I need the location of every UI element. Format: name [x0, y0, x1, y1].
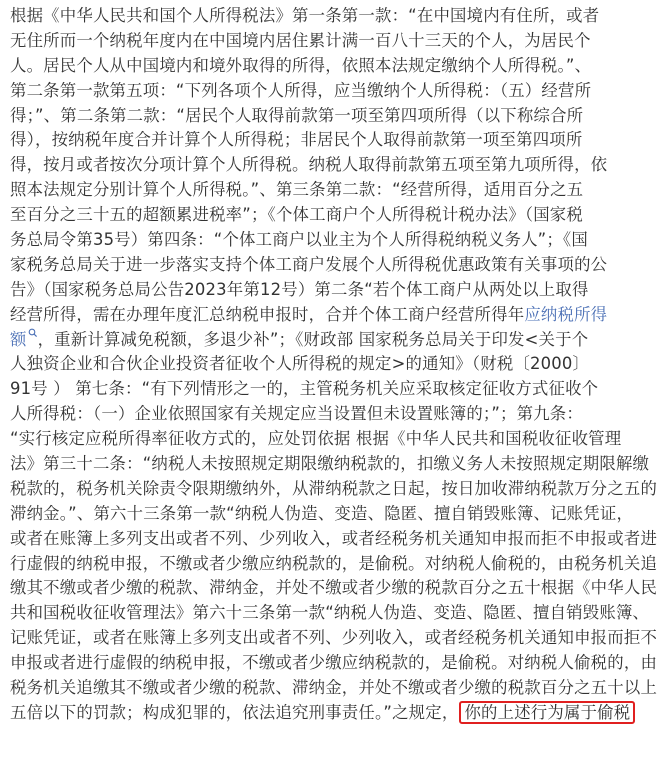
text-line: 或者在账簿上多列支出或者不列、少列收入，或者经税务机关通知申报而拒不申报或者进: [10, 528, 658, 548]
text-line: [10, 328, 650, 353]
text-line: 第二条第一款第五项：“下列各项个人所得，应当缴纳个人所得税：（五）经营所: [10, 80, 592, 100]
highlighted-conclusion: 你的上述行为属于偷税: [459, 701, 635, 724]
text-line: 照本法规定分别计算个人所得税。”、第三条第二款：“经营所得，适用百分之五: [10, 180, 584, 200]
text-line: 税务机关追缴其不缴或者少缴的税款、滞纳金，并处不缴或者少缴的税款百分之五十以上: [10, 678, 658, 698]
text-line: 家税务总局关于进一步落实支持个体工商户发展个人所得税优惠政策有关事项的公: [10, 254, 608, 274]
text-line: 得，按月或者按次分项计算个人所得税。纳税人取得前款第五项至第九项所得，依: [10, 155, 608, 175]
text-line: 缴其不缴或者少缴的税款、滞纳金，并处不缴或者少缴的税款百分之五十根据《中华人民: [10, 578, 658, 598]
taxable-income-link-continued[interactable]: 额: [10, 329, 27, 349]
text-line: 得），按纳税年度合并计算个人所得税；非居民个人取得前款第一项至第四项所: [10, 130, 583, 150]
text-line: 根据《中华人民共和国个人所得税法》第一条第一款：“在中国境内有住所，或者: [10, 6, 600, 25]
text-line: 行虚假的纳税申报，不缴或者少缴应纳税款的，是偷税。对纳税人偷税的，由税务机关追: [10, 553, 658, 573]
text-line: 告》（国家税务总局公告2023年第12号）第二条“若个体工商户从两处以上取得: [10, 279, 589, 299]
text-line: 至百分之三十五的超额累进税率”；《个体工商户个人所得税计税办法》（国家税: [10, 205, 583, 225]
text-line: 无住所而一个纳税年度内在中国境内居住累计满一百八十三天的个人，为居民个: [10, 30, 591, 50]
text-segment: ，重新计算减免税额，多退少补”；《财政部 国家税务总局关于印发<关于个: [37, 329, 589, 349]
search-icon[interactable]: [28, 328, 38, 338]
text-line: 共和国税收征收管理法》第六十三条第一款“纳税人伪造、变造、隐匿、擅自销毁账簿、: [10, 603, 650, 623]
text-line: 91号 ） 第七条：“有下列情形之一的，主管税务机关应采取核定征收方式征收个: [10, 379, 599, 399]
text-line: 法》第三十二条：“纳税人未按照规定期限缴纳税款的，扣缴义务人未按照规定期限解缴: [10, 454, 650, 474]
text-segment: 五倍以下的罚款；构成犯罪的，依法追究刑事责任。”之规定，: [10, 702, 459, 722]
text-line: [10, 303, 650, 328]
text-line: 务总局令第35号）第四条：“个体工商户以业主为个人所得税纳税义务人”；《国: [10, 230, 588, 250]
legal-notice-text: [10, 4, 658, 726]
text-line: [10, 701, 650, 726]
text-line: “实行核定应税所得率征收方式的，应处罚依据 根据《中华人民共和国税收征收管理: [10, 429, 622, 449]
text-line: 人所得税：（一）企业依照国家有关规定应当设置但未设置账簿的；”；第九条：: [10, 404, 583, 424]
taxable-income-link[interactable]: 应纳税所得: [524, 304, 608, 324]
text-line: 税款的，税务机关除责令限期缴纳外，从滞纳税款之日起，按日加收滞纳税款万分之五的: [10, 478, 658, 498]
text-line: 人独资企业和合伙企业投资者征收个人所得税的规定>的通知》（财税〔2000〕: [10, 354, 590, 374]
text-line: 人。居民个人从中国境内和境外取得的所得，依照本法规定缴纳个人所得税。”、: [10, 55, 592, 75]
text-line: 记账凭证，或者在账簿上多列支出或者不列、少列收入，或者经税务机关通知申报而拒不: [10, 628, 658, 648]
text-line: 得；”、第二条第二款：“居民个人取得前款第一项至第四项所得（以下称综合所: [10, 105, 584, 125]
text-segment: 经营所得，需在办理年度汇总纳税申报时，合并个体工商户经营所得年: [10, 304, 525, 324]
text-line: 申报或者进行虚假的纳税申报，不缴或者少缴应纳税款的，是偷税。对纳税人偷税的，由: [10, 653, 658, 673]
text-line: 滞纳金。”、第六十三条第一款“纳税人伪造、变造、隐匿、擅自销毁账簿、记账凭证，: [10, 503, 634, 523]
